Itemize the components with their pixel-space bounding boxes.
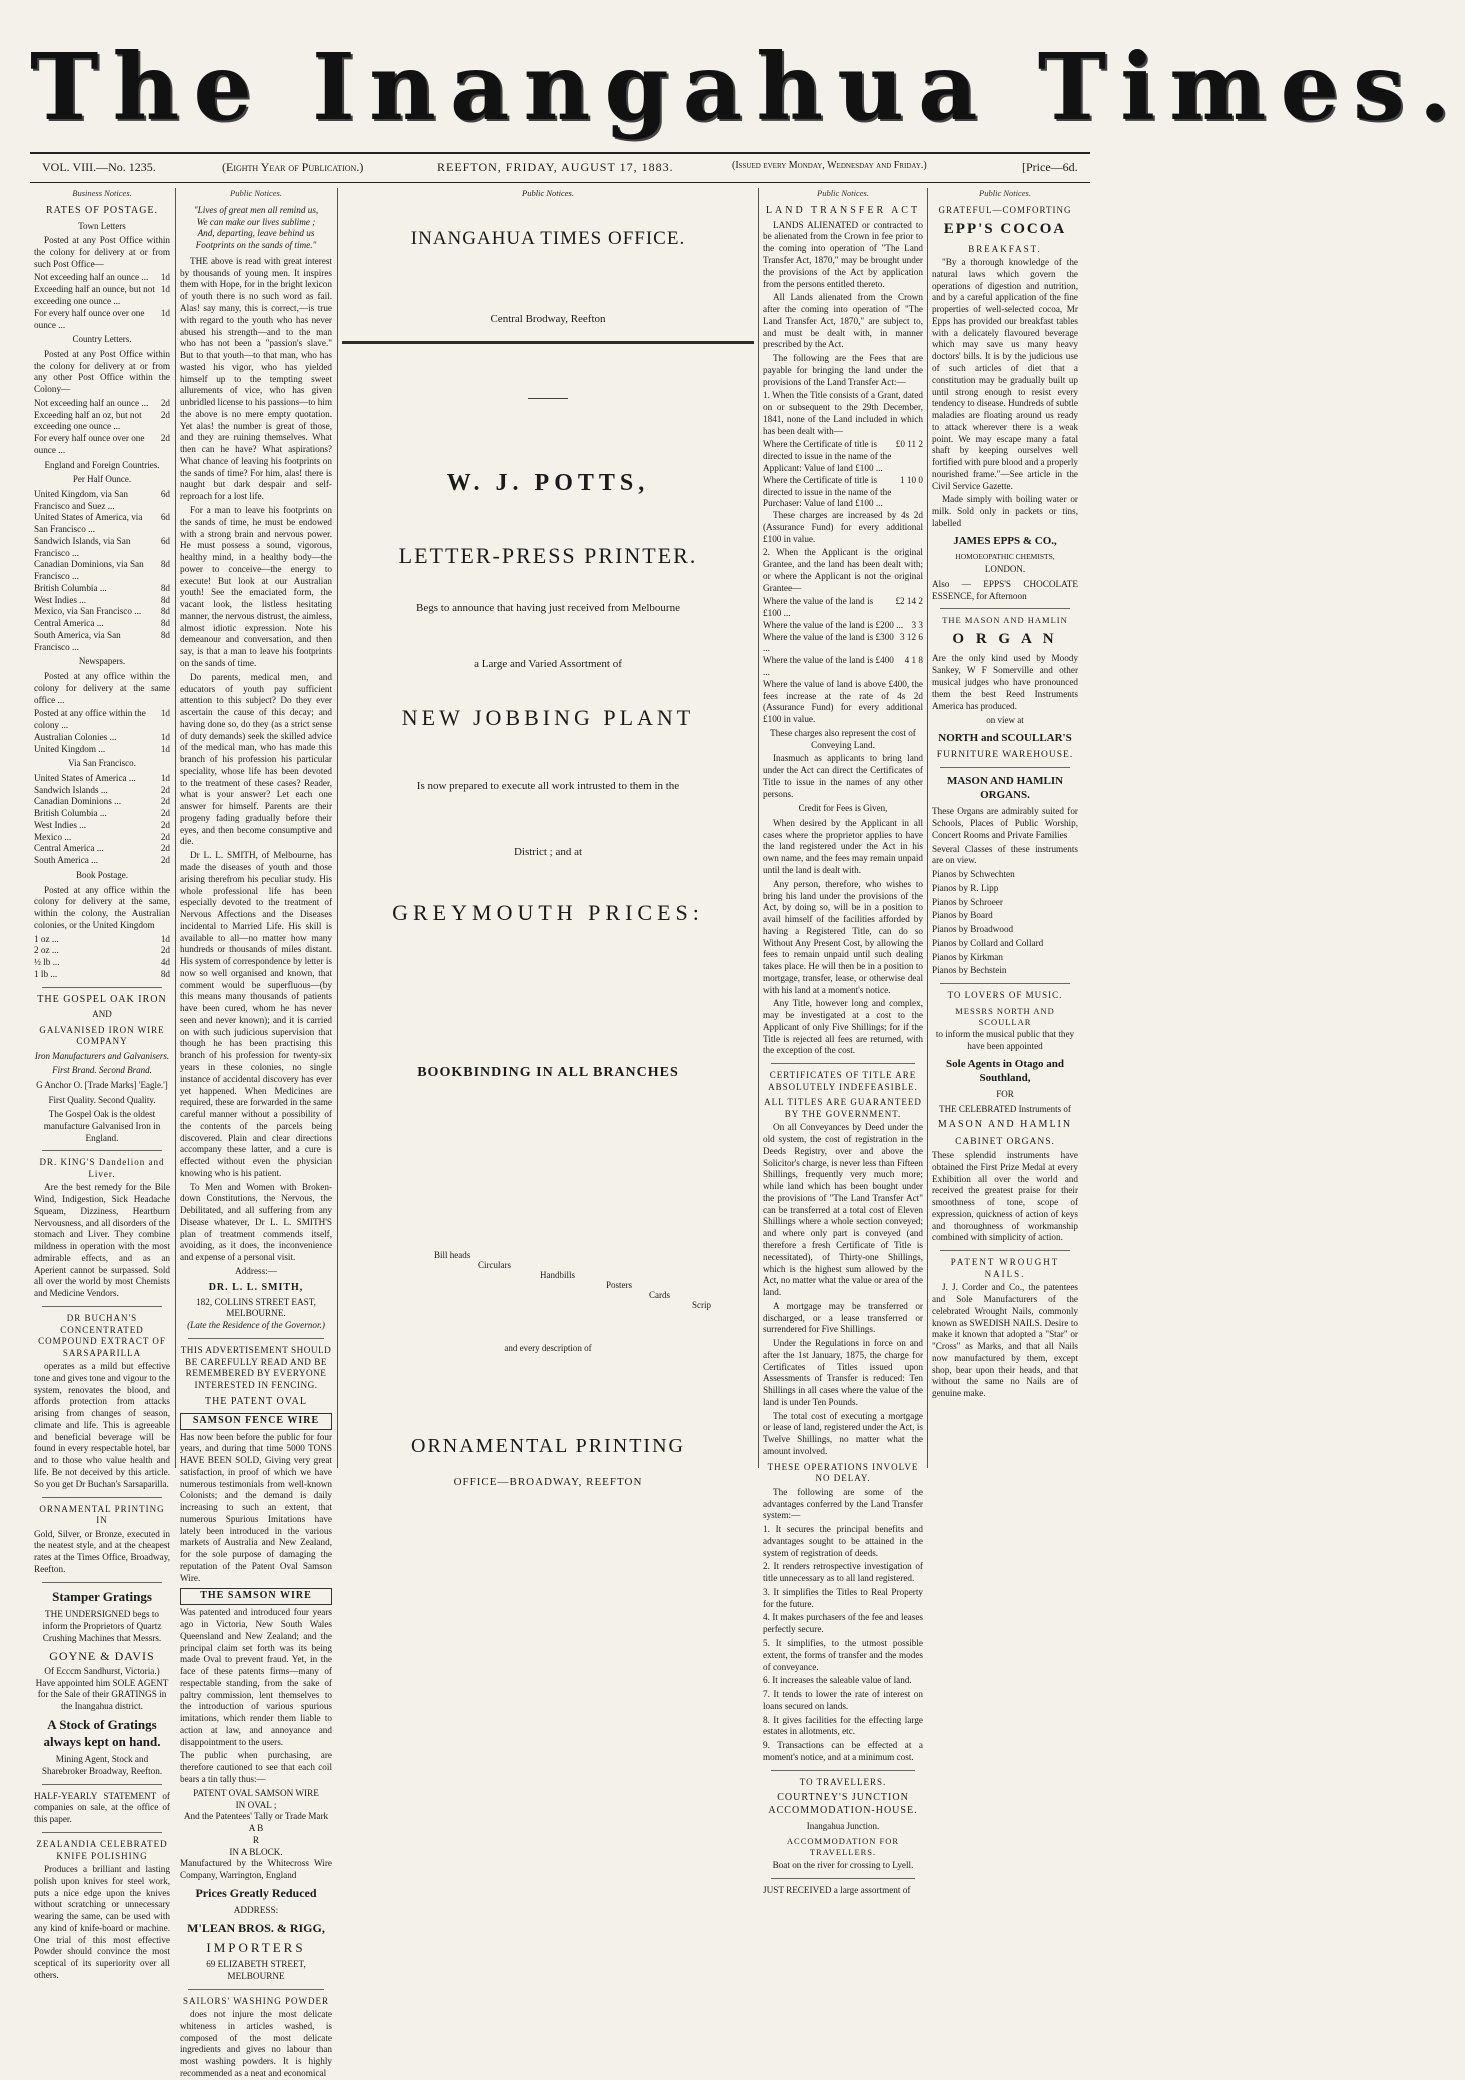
rate-row: Mexico ... 2d [34,831,170,842]
tally-line: R [252,1834,260,1845]
land-transfer-paragraph: The following are some of the advantages conferred by the Land Transfer system:— [763,1486,923,1521]
tally-line: A B [248,1823,264,1834]
divider [42,1832,162,1833]
stock-of-gratings: A Stock of Gratings always kept on hand. [43,1716,161,1749]
poem-line: We can make our lives sublime ; [196,216,316,227]
article-paragraph: THE above is read with great interest by thousands of young men. It inspires them with Hope, for in the bright lexicon of youth there is no such word as fail. Alas! say many, this is correct,—is true with regard to the youth who has never abused his strength—and to the man who has not been a "passion's slave." But to that youth—to that man, who has wasted his vigor, who has yielded himself up to the tempting sweet allurements of vice, who has given unbridled license to his passions—to him the above is no mere empty quotation. Yet alas! the number is great of those, and they are ruining themselves. What then can he have? What aspirations? What chance of leaving his footprints on the sands of time? For him, alas! there is naught but dark despair and self-reproach for a lost life. [180,255,332,502]
samson-wire-heading: THE SAMSON WIRE [180,1588,332,1605]
printing-item: Posters [606,1280,633,1290]
piano-maker: Pianos by R. Lipp [932,882,999,893]
land-transfer-paragraph: 1. When the Title consists of a Grant, dated on or subsequent to the 29th December, 1841, none of the Land included in which has been dealt with— [763,390,923,436]
dr-king-title: DR. KING'S Dandelion and Liver. [39,1157,165,1179]
rate-row: West Indies ... 2d [34,819,170,830]
mason-hamlin-organs: MASON AND HAMLIN ORGANS. [946,775,1064,802]
fee-row: Where the value of the land is £300 ... 3 12 6 [763,631,923,654]
rate-row: South America ... 2d [34,855,170,866]
just-received-text: JUST RECEIVED a large assortment of [763,1884,911,1895]
organ-heading: O R G A N [952,631,1058,648]
london: LONDON. [984,564,1026,575]
land-transfer-paragraph: LANDS ALIENATED or contracted to be alienated from the Crown in fee prior to the coming into operation of "The Land Transfer Act, 1870," may be brought under the provisions of the Act by application from the persons entitled thereto. [763,219,923,289]
patent-nails-heading: PATENT WROUGHT NAILS. [950,1257,1060,1279]
washing-powder-title: SAILORS' WASHING POWDER [183,1995,329,2006]
town-letters-text: Posted at any Post Office within the colony for delivery at or from such Post Office— [34,235,170,269]
advantage-item: 8. It gives facilities for the effecting large estates in allotments, etc. [763,1714,923,1737]
greymouth-prices: GREYMOUTH PRICES: [392,900,704,925]
stamper-gratings-title: Stamper Gratings [52,1588,152,1604]
divider [42,987,162,988]
land-transfer-paragraph: Under the Regulations in force on and after the 1st January, 1875, the charge for Certificates of Titles issued upon Assessments of Transfer is reduced: Ten Shillings in all cases where the value of the land is under Ten Pounds. [763,1338,923,1407]
sole-agents: Sole Agents in Otago and Southland, [946,1057,1064,1085]
land-transfer-paragraph: Inasmuch as applicants to bring land under the Act can direct the Certificates of Title to issue in the names of any other persons. [763,753,923,799]
rate-row: Not exceeding half an ounce ... 2d [34,397,170,408]
rate-row: Sandwich Islands, via San Francisco ... 6d [34,535,170,558]
breakfast-heading: BREAKFAST. [968,243,1042,254]
gospel-oak-and: AND [92,1009,112,1020]
printing-item: Circulars [478,1260,511,1270]
ornamental-printing-title: ORNAMENTAL PRINTING IN [39,1503,165,1526]
rate-row: Central America ... 8d [34,618,170,629]
stamper-gratings-text: THE UNDERSIGNED begs to inform the Proprietors of Quartz Crushing Machines that Messrs. [42,1609,162,1643]
column-rule [337,188,338,1468]
bookbinding: BOOKBINDING IN ALL BRANCHES [417,1065,679,1080]
zealandia-text: Produces a brilliant and lasting polish upon knives for steel work, puts a nice edge upon the knives without scratching or unnecessary wearing the same, can be used with any kind of knife-board or machine. One trial of this most effective Powder should convince the most sceptical of its superiority over all others. [34,1864,170,1980]
office-footer: OFFICE—BROADWAY, REEFTON [453,1476,643,1488]
manufacturer-text: Manufactured by the Whitecross Wire Company, Warrington, England [180,1858,332,1881]
divider [940,608,1070,609]
accommodation-heading: ACCOMMODATION FOR TRAVELLERS. [786,1836,900,1858]
advertisement-notice: THIS ADVERTISEMENT SHOULD BE CAREFULLY READ AND BE REMEMBERED BY EVERYONE INTERESTED IN FENCING. [180,1344,332,1391]
dr-buchan-text: operates as a mild but effective tone and gives tone and vigour to the system, renovates the blood, and affords protection from attacks arising from changes of season, climate and life. This is agreeable and beneficial beverage will be found in every respectable hotel, bar and to those who value health and life. Be not deceived by this article. So you get Dr Buchan's Sarsaparilla. [34,1361,170,1489]
dr-king-text: Are the best remedy for the Bile Wind, Indigestion, Sick Headache Squeam, Dizziness, Heartburn Nervousness, and all disorders of the stomach and Liver. They combine mildness in operation with the most admirable effects, and as an Aperient cannot be surpassed. Sold all over the world by most Chemists and Medicine Vendors. [34,1182,170,1299]
divider [940,1250,1070,1251]
column-cocoa-organs [932,188,1078,1473]
several-classes-text: Several Classes of these instruments are on view. [932,843,1078,866]
homoeopathic-chemists: HOMOEOPATHIC CHEMISTS, [955,551,1055,561]
foreign-subheading: Per Half Ounce. [72,474,132,485]
gospel-oak-text: The Gospel Oak is the oldest manufacture Galvanised Iron in England. [43,1109,161,1143]
divider [42,1306,162,1307]
printing-item: Cards [649,1290,670,1300]
volume-number: VOL. VIII.—No. 1235. [42,160,156,174]
importers: IMPORTERS [206,1940,306,1956]
doctor-address: 182, COLLINS STREET EAST, [196,1296,316,1307]
article-paragraph: Dr L. L. SMITH, of Melbourne, has made the diseases of youth and those arising therefrom his peculiar study. His whole professional life has been especially devoted to the treatment of Nervous Affections and the Diseases incidental to Married Life. His skill is available to all—no matter how many hundreds or thousands of miles distant. His system of correspondence by letter is now so well organised and known, that comment would be superfluous—(by this means many thousands of patients have been cured, whom he has never seen and never known); and it is carried on with such judicious supervision that though he has been practising this branch of his profession for twenty-six years in these colonies, no single instance of accidental discovery has ever yet happened. When Medicines are required, these are forwarded in the same careful manner without a possibility of the contents of the parcels being discovered. Plain and clear directions accompany these latter, and a cure is effected without even the physician knowing who is his patient. [180,850,332,1178]
trade-title: LETTER-PRESS PRINTER. [398,543,698,568]
book-post-text: Posted at any office within the colony for delivery at the same, within the colony, the Australian colonies, or the United Kingdom [34,884,170,930]
divider [342,341,754,344]
jobbing-plant: NEW JOBBING PLANT [401,705,695,730]
rate-row: South America, via San Francisco ... 8d [34,629,170,652]
doctor-note: (Late the Residence of the Governor.) [187,1320,325,1331]
grateful-heading: GRATEFUL—COMFORTING [938,204,1072,215]
ornamental-printing-text: Gold, Silver, or Bronze, executed in the neatest style, and at the cheapest rates at the Times Office, Broadway, Reefton. [34,1528,170,1574]
piano-maker: Pianos by Bechstein [932,965,1007,976]
guaranteed-heading: ALL TITLES ARE GUARANTEED BY THE GOVERNMENT. [764,1097,922,1119]
via-sf-heading: Via San Francisco. [68,758,136,769]
celebrated-text: THE CELEBRATED Instruments of [939,1103,1071,1114]
piano-maker: Pianos by Collard and Collard [932,937,1044,948]
advantage-item: 6. It increases the saleable value of land. [763,1675,912,1686]
land-transfer-paragraph: The following are the Fees that are payable for bringing the land under the provisions of the Land Transfer Act:— [763,353,923,387]
gospel-oak-title: THE GOSPEL OAK IRON [37,993,167,1005]
article-paragraph: Do parents, medical men, and educators of youth pay sufficient attention to this subject? Do they ever ascertain the cause of this decay; and having done so, do they (as a strict sense of duty demands) seek the skilled advice of the medical man, who has made this branch of his profession his particular speciality, whose life has been devoted to the treatment of these cases? Reader, what is your answer? Let each one answer for himself. Parents are their progeny fading gradually before their eyes, and then become consumptive and die. [180,671,332,847]
column-land-transfer [763,188,923,1895]
rate-row: 1 lb ... 8d [34,968,170,979]
poem-line: Footprints on the sands of time." [195,240,317,251]
cabinet-organs: CABINET ORGANS. [955,1136,1055,1147]
doctor-name: DR. L. L. SMITH, [208,1281,304,1293]
divider [771,1063,915,1064]
piano-maker: Pianos by Board [932,910,993,921]
office-title: INANGAHUA TIMES OFFICE. [410,228,686,249]
samson-fence-wire: SAMSON FENCE WIRE [180,1413,332,1430]
land-transfer-paragraph: Any Title, however long and complex, may be investigated at a cost to the Applicant of only Five Shillings; for if the Title is rejected all fees are returned, with the exception of the cost. [763,998,923,1056]
postage-title: RATES OF POSTAGE. [45,204,159,216]
organ-text: Are the only kind used by Moody Sankey, W F Somerville and other musical judges who have pronounced them the best Reed Instruments America has produced. [932,653,1078,711]
poem-line: "Lives of great men all remind us, [193,204,319,215]
epps-also-text: Also — EPPS'S CHOCOLATE ESSENCE, for Afternoon [932,578,1078,601]
rate-row: 1 oz ... 1d [34,933,170,944]
address-label: ADDRESS: [233,1905,279,1916]
james-epps: JAMES EPPS & CO., [953,534,1057,547]
divider [940,983,1070,984]
column-header: Public Notices. [817,188,869,198]
divider [940,767,1070,768]
rate-row: Mexico, via San Francisco ... 8d [34,606,170,617]
divider [42,1150,162,1151]
on-view: on view at [986,715,1024,726]
advantage-item: 9. Transactions can be effected at a moment's notice, and at a minimum cost. [763,1740,923,1762]
half-yearly-notice: HALF-YEARLY STATEMENT of companies on sale, at the office of this paper. [34,1790,170,1825]
divider [188,1338,324,1339]
rate-row: Australian Colonies ... 1d [34,731,170,742]
divider [42,1582,162,1583]
divider [42,1784,162,1785]
dr-buchan-title: DR BUCHAN'S CONCENTRATED COMPOUND EXTRACT OF SARSAPARILLA [38,1313,166,1358]
divider [771,1770,915,1771]
land-transfer-paragraph: These charges also represent the cost of Conveying Land. [770,727,916,750]
column-rule [927,188,928,1468]
country-letters-text: Posted at any Post Office within the colony for delivery at or from any other Post Office within the Colony— [34,348,170,395]
land-transfer-paragraph: A mortgage may be transferred or discharged, or a lease transferred or surrendered for Five Shillings. [763,1300,923,1335]
printing-item: Scrip [692,1300,711,1310]
fee-row: Where the Certificate of title is directed to issue in the name of the Applicant: Value of land £100 ... £0 11 2 [763,439,923,473]
north-scoullar: NORTH and SCOULLAR'S [938,731,1072,744]
certificates-heading: CERTIFICATES OF TITLE ARE ABSOLUTELY INDEFEASIBLE. [768,1070,918,1092]
splendid-text: These splendid instruments have obtained the First Prize Medal at every Exhibition all over the world and received the greatest praise for their smoothness of tone, scope of expression, quickness of action of keys and thoroughness of workmanship combined with simplicity of action. [932,1150,1078,1243]
advantage-item: 7. It tends to lower the rate of interest on loans secured on lands. [763,1689,923,1711]
samson-caution-text: The public when purchasing, are therefore cautioned to see that each coil bears a tin tally thus:— [180,1750,332,1784]
fee-row: Where the value of the land is £400 ... 4 1 8 [763,655,923,677]
fee-row: Where the value of the land is £100 ... £2 14 2 [763,596,923,619]
advantage-item: 5. It simplifies, to the utmost possible extent, the forms of transfer and the modes of conveyance. [763,1637,923,1672]
land-transfer-paragraph: Where the value of land is above £400, the fees increase at the rate of 4s 2d (Assurance Fund) for every additional £100 in value. [763,678,923,725]
rate-row: United Kingdom ... 1d [34,743,170,754]
rate-row: United States of America ... 1d [34,772,170,783]
tally-line: IN A BLOCK. [229,1846,283,1857]
fee-row: Where the Certificate of title is directed to issue in the name of the Purchaser: Value of land £100 ... 1 10 0 [763,474,923,509]
tally-line: PATENT OVAL SAMSON WIRE [193,1787,319,1798]
samson-text: Has now been before the public for four years, and during that time 5000 TONS HAVE BEEN SOLD, Giving very great satisfaction, in proof of which we have numerous testimonials from well-known Colonists; and the demand is daily increasing to such an extent, that numerous Spurious Imitations have lately been introduced in the various markets of Australia and New Zealand, for the sole purpose of damaging the reputation of the Patent Oval Samson Wire. [180,1431,332,1583]
rate-row: United States of America, via San Francisco ... 6d [34,512,170,535]
rate-row: Posted at any office within the colony ... 1d [34,708,170,731]
gospel-oak-line: Iron Manufacturers and Galvanisers. [34,1050,170,1061]
column-rule [175,188,176,1468]
fee-row: Where the value of the land is £200 ... 3 3 [763,619,923,630]
samson-wire-text: Was patented and introduced four years ago in Victoria, New South Wales Queensland and New Zealand; and the principal claim set forth was its being made Oval to prevent fraud. Yet, in the face of these patents firms—many of respectable standing, from the sake of paltry commission, lent themselves to the introduction of various spurious imitations, which render them liable to action at law, and annoyance and disappointment to the users. [180,1607,332,1747]
lovers-of-music: TO LOVERS OF MUSIC. [947,990,1063,1001]
book-post-heading: Book Postage. [75,869,128,880]
for-label: FOR [996,1089,1014,1100]
country-letters-heading: Country Letters. [72,334,132,345]
rate-row: West Indies ... 8d [34,594,170,605]
land-transfer-paragraph: The total cost of executing a mortgage or lease of land, registered under the Act, is Twelve Shillings, no matter what the amount involved. [763,1410,923,1456]
rate-row: ½ lb ... 4d [34,957,170,968]
epps-cocoa: EPP'S COCOA [943,221,1067,238]
land-transfer-paragraph: These charges are increased by 4s 2d (Assurance Fund) for every additional £100 in value. [763,510,923,544]
divider [188,1989,324,1990]
prices-reduced: Prices Greatly Reduced [195,1885,317,1900]
rate-row: Canadian Dominions ... 2d [34,796,170,807]
divider [42,1497,162,1498]
piano-maker: Pianos by Kirkman [932,951,1003,962]
gospel-oak-quality: First Quality. Second Quality. [48,1094,156,1105]
column-header: Public Notices. [522,188,574,198]
zealandia-title: ZEALANDIA CELEBRATED KNIFE POLISHING [36,1839,168,1861]
masthead-title: The Inangahua Times. [30,33,1465,141]
announcement: Begs to announce that having just received from Melbourne [416,602,680,614]
land-transfer-paragraph: When desired by the Applicant in all cases where the proprietor applies to have the land registered under the Act in his own name, and the fees may remain unpaid until the land is dealt with. [763,817,923,875]
rate-row: Central America ... 2d [34,843,170,854]
epps-made-text: Made simply with boiling water or milk. Sold only in packets or tins, labelled [932,494,1078,528]
organs-text: These Organs are admirably suited for Schools, Places of Public Worship, Concert Rooms and Private Families [932,806,1078,840]
boat-text: Boat on the river for crossing to Lyell. [772,1860,914,1870]
advantage-item: 2. It renders retrospective investigation of title unnecessary as to all land registered. [763,1561,923,1584]
junction-text: Inangahua Junction. [806,1820,880,1831]
assortment: a Large and Varied Assortment of [474,658,622,670]
rate-row: Exceeding half an oz, but not exceeding one ounce ... 2d [34,409,170,432]
land-transfer-paragraph: All Lands alienated from the Crown after the coming into operation of "The Land Transfer Act, 1870," are subject to, and must be dealt with, in manner prescribed by the Act. [763,292,923,350]
operations-heading: THESE OPERATIONS INVOLVE NO DELAY. [767,1461,919,1484]
printing-item: Bill heads [434,1250,471,1260]
place-date: REEFTON, FRIDAY, AUGUST 17, 1883. [437,160,674,174]
gospel-oak-company: GALVANISED IRON WIRE COMPANY [39,1024,165,1047]
column-header: Public Notices. [230,188,282,198]
proprietor-name: W. J. POTTS, [446,470,650,496]
printing-office-advertisement [342,188,754,1488]
tally-line: And the Patentees' Tally or Trade Mark [183,1811,329,1822]
column-header: Business Notices. [72,188,132,198]
rate-row: Exceeding half an ounce, but not exceeding one ounce ... 1d [34,284,170,307]
article-paragraph: To Men and Women with Broken-down Constitutions, the Nervous, the Debilitated, and all suffering from any Disease whatever, Dr L. L. SMITH'S plan of treatment commends itself, avoiding, as it does, the inconvenience and expense of a personal visit. [180,1181,332,1263]
rate-row: British Columbia ... 2d [34,808,170,819]
furniture-warehouse: FURNITURE WAREHOUSE. [936,749,1074,760]
travellers-heading: TO TRAVELLERS. [799,1776,887,1787]
washing-powder-text: does not injure the most delicate whiteness in articles washed, is composed of the most delicate ingredients and gives no labour than most washing powders. It is highly recommended as a neat and economical [180,2009,332,2078]
messrs-north: MESSRS NORTH AND SCOULLAR [955,1005,1055,1027]
divider [771,1878,915,1879]
credit-heading: Credit for Fees is Given, [798,803,888,814]
rate-row: Canadian Dominions, via San Francisco ... 8d [34,559,170,582]
rate-row: 2 oz ... 2d [34,945,170,956]
newspapers-text: Posted at any office within the colony for delivery at the same office ... [34,670,170,705]
masthead [30,28,1465,146]
goyne-davis-text: Of Ecccm Sandhurst, Victoria.) Have appointed him SOLE AGENT for the Sale of their GRATINGS in the Inangahua district. [35,1665,169,1712]
patent-nails-text: J. J. Corder and Co., the patentees and Sole Manufacturers of the celebrated Wrought Nails, commonly known as SWEDISH NAILS. Desire to make it known that adopted a "Star" or "Cross" as Marks, and that all Nails now manufactured by them, except shop, bear upon their heads, and that without the same no Nails are of genuine make. [932,1282,1078,1399]
dateline [42,160,1078,182]
land-transfer-title: LAND TRANSFER ACT [765,204,921,216]
dateline-rule [30,182,1090,183]
address-label: Address:— [235,1266,277,1277]
advantage-item: 3. It simplifies the Titles to Real Property for the future. [763,1586,923,1609]
column-postage-notices [34,188,170,1980]
gospel-oak-brands: First Brand. Second Brand. [52,1065,152,1076]
every-description: and every description of [504,1343,592,1353]
prepared-text: Is now prepared to execute all work intrusted to them in the [416,780,680,792]
column-rule [758,188,759,1468]
rate-row: For every half ounce over one ounce ... 1d [34,307,170,330]
land-transfer-paragraph: On all Conveyances by Deed under the old system, the cost of registration in the Deeds Registry, over and above the Solicitor's charge, is never less than Fifteen Shillings, frequently very much more; while land which has been bought under the provisions of "The Land Transfer Act" can be transferred at a total cost of Eleven Shillings where a whole section conveyed; and where only part is conveyed (and therefore a fresh Certificate of Title is necessitated), of Thirty-one Shillings, which is the highest sum allowed by the Act, no matter what the value or area of the land. [763,1122,923,1298]
column-header: Public Notices. [979,188,1031,198]
tally-line: IN OVAL ; [235,1799,277,1810]
piano-maker: Pianos by Broadwood [932,924,1014,935]
rate-row: Not exceeding half an ounce ... 1d [34,272,170,283]
column-medical-notices [180,188,332,2078]
land-transfer-paragraph: 2. When the Applicant is the original Grantee, and the land has been dealt with; or where the Applicant is not the original Grantee— [763,547,923,593]
article-paragraph: For a man to leave his footprints on the sands of time, he must be endowed with a strong brain and nervous power. He must possess a sound, vigorous, healthy mind, in a healthy body—the power to conceive—the energy to execute! But look at our Australian youth! See the emaciated form, the vacant look, the listless hesitating manner, the nervous distrust, the aimless, almost idiotic expression. Note his demeanour and conversation, and then say, is that a man to leave his footprints on the sands of time. [180,505,332,668]
stock-text: Mining Agent, Stock and Sharebroker Broadway, Reefton. [41,1754,163,1776]
year-note: (Eighth Year of Publication.) [222,160,364,174]
district-text: District ; and at [513,846,583,858]
courtney-title: COURTNEY'S JUNCTION ACCOMMODATION-HOUSE. [768,1792,918,1816]
piano-maker: Pianos by Schwechten [932,869,1015,880]
doctor-city: MELBOURNE. [226,1308,286,1319]
mlean-address: 69 ELIZABETH STREET, MELBOURNE [206,1959,306,1981]
mason-hamlin-name: MASON AND HAMLIN [937,1119,1073,1131]
masthead-rule [30,152,1090,154]
printing-item: Handbills [540,1270,575,1280]
foreign-heading: England and Foreign Countries. [44,459,160,470]
epps-text: "By a thorough knowledge of the natural laws which govern the operations of digestion and nutrition, and by a careful application of the fine properties of well-selected cocoa, Mr Epps has provided our breakfast tables with a delicately flavoured beverage which may save us many heavy doctors' bills. It is by the judicious use of such articles of diet that a constitution may be gradually built up until strong enough to resist every tendency to disease. Hundreds of subtle maladies are floating around us ready to attack wherever there is a weak point. We may escape many a fatal shaft by keeping ourselves well fortified with pure blood and a properly nourished frame."—See article in the Civil Service Gazette. [932,257,1078,491]
town-letters-heading: Town Letters [78,220,126,231]
price: [Price—6d. [1022,160,1078,174]
inform-text: to inform the musical public that they have been appointed [935,1029,1075,1052]
newspapers-heading: Newspapers. [78,656,126,667]
divider [528,398,568,399]
mlean-bros: M'LEAN BROS. & RIGG, [187,1921,325,1936]
rate-row: British Columbia ... 8d [34,582,170,593]
goyne-davis: GOYNE & DAVIS [49,1648,155,1663]
patent-oval-heading: THE PATENT OVAL [204,1395,308,1407]
piano-maker: Pianos by Schroeer [932,896,1003,907]
advantage-item: 1. It secures the principal benefits and advantages sought to be attained in the system of registration of deeds. [763,1524,923,1558]
advantage-item: 4. It makes purchasers of the fee and leases perfectly secure. [763,1612,923,1635]
poem-line: And, departing, leave behind us [197,228,315,239]
rate-row: For every half ounce over one ounce ... 2d [34,433,170,455]
land-transfer-paragraph: Any person, therefore, who wishes to bring his land under the provisions of the Act, by doing so, will be in a position to avail himself of the facilities afforded by having a Registered Title, can do so Without Any Present Cost, by allowing the fees to remain unpaid until such dealing takes place. He will then be in a position to mortgage, transfer, lease, or otherwise deal with his land at a moment's notice. [763,878,923,995]
ornamental-printing: ORNAMENTAL PRINTING [411,1435,685,1457]
office-address: Central Brodway, Reefton [490,313,606,325]
mason-hamlin-heading: THE MASON AND HAMLIN [942,615,1068,626]
rate-row: Sandwich Islands ... 2d [34,784,170,795]
gospel-oak-marks: G Anchor O. [Trade Marks] 'Eagle.'] [36,1080,168,1090]
issue-schedule: (Issued every Monday, Wednesday and Friday.) [732,160,927,171]
rate-row: United Kingdom, via San Francisco and Suez ... 6d [34,488,170,511]
